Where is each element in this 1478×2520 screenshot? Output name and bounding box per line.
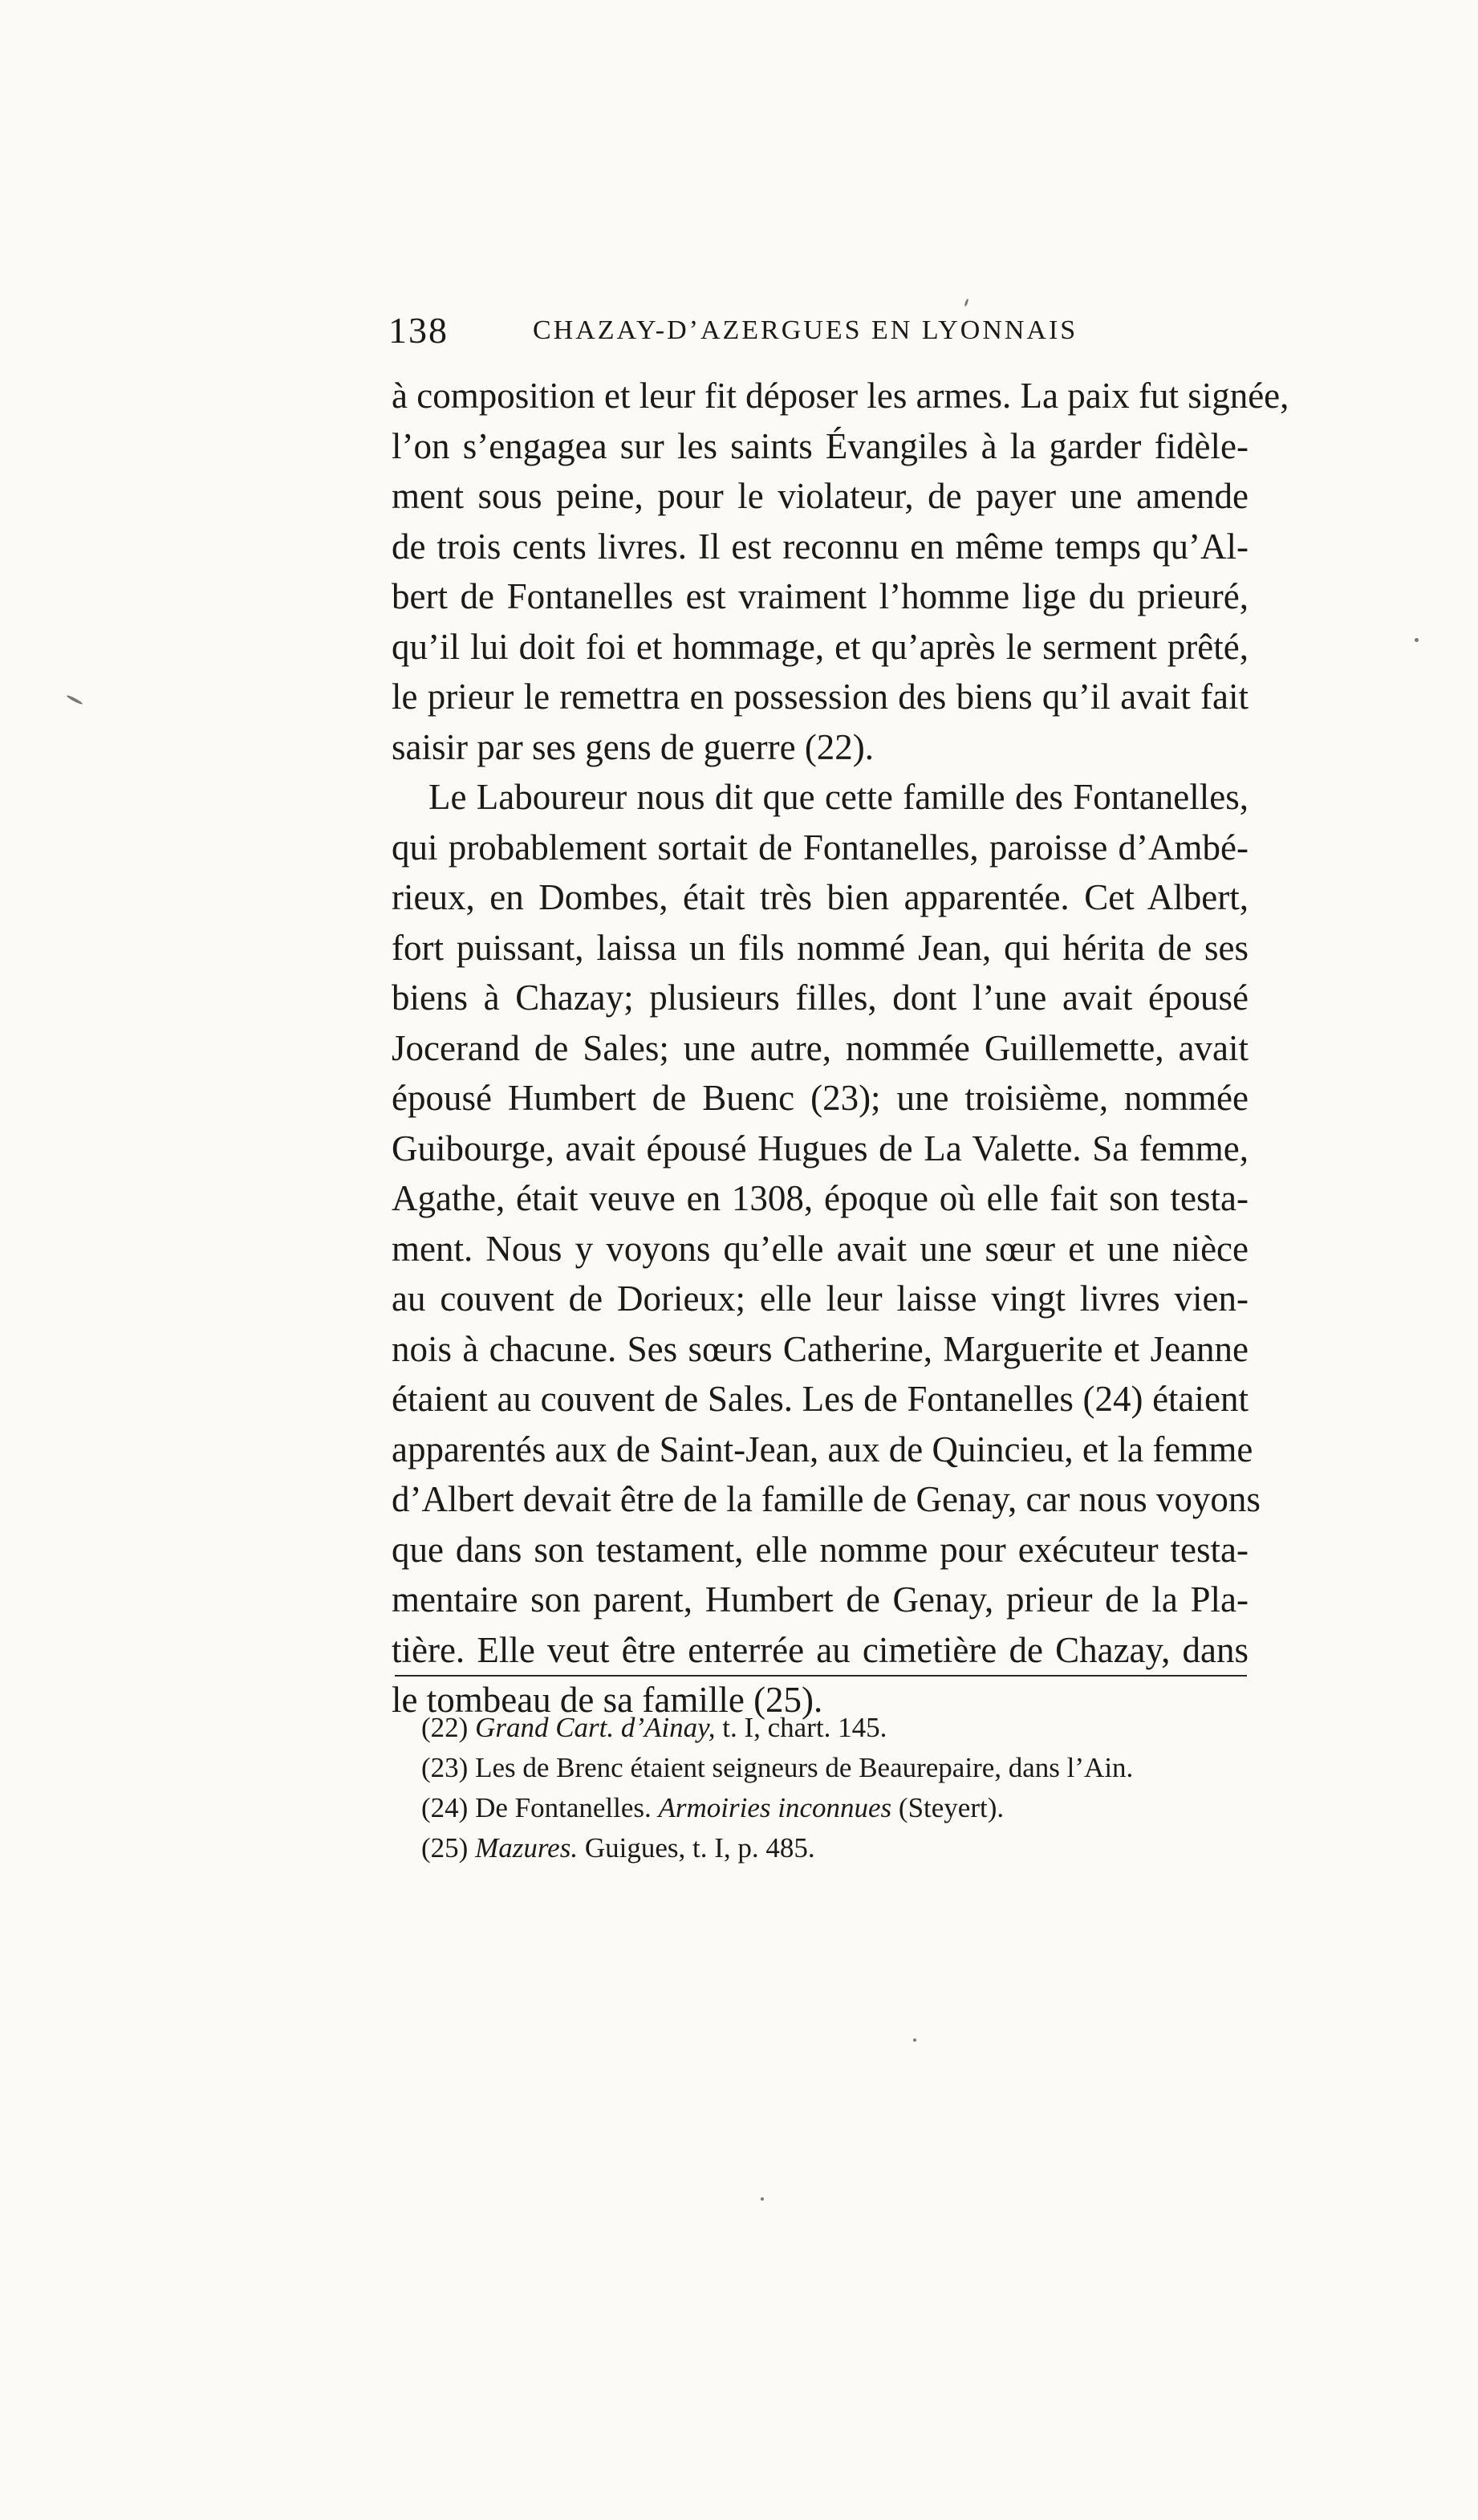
paper-speck	[66, 694, 83, 705]
text-line: qu’il lui doit foi et hommage, et qu’après le serment prêté,	[392, 626, 1249, 667]
footnote-24	[421, 1788, 1256, 1828]
text-line: étaient au couvent de Sales. Les de Fontanelles (24) étaient	[392, 1379, 1249, 1419]
footnote-number: (25)	[421, 1832, 469, 1864]
text-line: ment. Nous y voyons qu’elle avait une sœur et une nièce	[392, 1228, 1249, 1269]
text-line: d’Albert devait être de la famille de Genay, car nous voyons	[392, 1479, 1261, 1519]
footnote-text: t. I, chart. 145.	[715, 1712, 887, 1743]
footnote-italic: Armoiries inconnues	[658, 1792, 892, 1823]
footnote-text: Guigues, t. I, p. 485.	[578, 1832, 815, 1864]
text-line: l’on s’engagea sur les saints Évangiles à la garder fidèle-	[392, 425, 1249, 466]
running-head	[388, 309, 1247, 357]
text-line: ment sous peine, pour le violateur, de payer une amende	[392, 476, 1249, 516]
text-line: Jocerand de Sales; une autre, nommée Guillemette, avait	[392, 1027, 1249, 1068]
footnote-rule	[395, 1675, 1247, 1677]
text-line: fort puissant, laissa un fils nommé Jean, qui hérita de ses	[392, 927, 1249, 968]
text-line: au couvent de Dorieux; elle leur laisse vingt livres vien-	[392, 1278, 1249, 1319]
text-line: Le Laboureur nous dit que cette famille des Fontanelles,	[428, 777, 1249, 817]
text-line: mentaire son parent, Humbert de Genay, prieur de la Pla-	[392, 1579, 1249, 1620]
text-line: nois à chacune. Ses sœurs Catherine, Marguerite et Jeanne	[392, 1328, 1249, 1369]
text-line: qui probablement sortait de Fontanelles, paroisse d’Ambé-	[392, 827, 1249, 868]
footnote-text: (Steyert).	[891, 1792, 1005, 1823]
text-line: que dans son testament, elle nomme pour exécuteur testa-	[392, 1529, 1249, 1570]
text-line: Guibourge, avait épousé Hugues de La Valette. Sa femme,	[392, 1128, 1249, 1169]
paper-speck	[1415, 638, 1419, 642]
footnote-text: De Fontanelles.	[475, 1792, 659, 1823]
text-line: à composition et leur fit déposer les armes. La paix fut signée,	[392, 376, 1289, 416]
footnote-number: (23)	[421, 1752, 469, 1783]
footnote-23	[421, 1748, 1256, 1788]
text-line: rieux, en Dombes, était très bien apparentée. Cet Albert,	[392, 877, 1249, 917]
text-line: le prieur le remettra en possession des biens qu’il avait fait	[392, 677, 1249, 717]
text-line: épousé Humbert de Buenc (23); une troisième, nommée	[392, 1078, 1249, 1118]
text-line: Agathe, était veuve en 1308, époque où elle fait son testa-	[392, 1178, 1249, 1218]
text-line: apparentés aux de Saint-Jean, aux de Quincieu, et la femme	[392, 1429, 1253, 1469]
footnote-25	[421, 1828, 1256, 1868]
footnote-number: (22)	[421, 1712, 469, 1743]
body-text	[392, 371, 1289, 1725]
text-line: tière. Elle veut être enterrée au cimetière de Chazay, dans	[392, 1629, 1249, 1670]
footnote-text: Les de Brenc étaient seigneurs de Beaurepaire, dans l’Ain.	[475, 1752, 1134, 1783]
footnote-italic: Grand Cart. d’Ainay,	[475, 1712, 716, 1743]
footnote-22	[421, 1708, 1256, 1748]
text-line: bert de Fontanelles est vraiment l’homme lige du prieuré,	[392, 576, 1249, 616]
footnotes	[421, 1708, 1256, 1868]
text-line: biens à Chazay; plusieurs filles, dont l’une avait épousé	[392, 978, 1249, 1018]
paper-speck	[761, 2197, 764, 2201]
text-line: de trois cents livres. Il est reconnu en même temps qu’Al-	[392, 526, 1249, 567]
page-number: 138	[388, 310, 449, 351]
footnote-italic: Mazures.	[475, 1832, 579, 1864]
text-line: saisir par ses gens de guerre (22).	[392, 726, 875, 767]
paper-speck	[964, 299, 968, 307]
running-title: CHAZAY-D’AZERGUES EN LYONNAIS	[533, 315, 1078, 345]
footnote-number: (24)	[421, 1792, 469, 1823]
text-line: le tombeau de sa famille (25).	[392, 1680, 823, 1720]
paper-speck	[913, 2038, 916, 2042]
